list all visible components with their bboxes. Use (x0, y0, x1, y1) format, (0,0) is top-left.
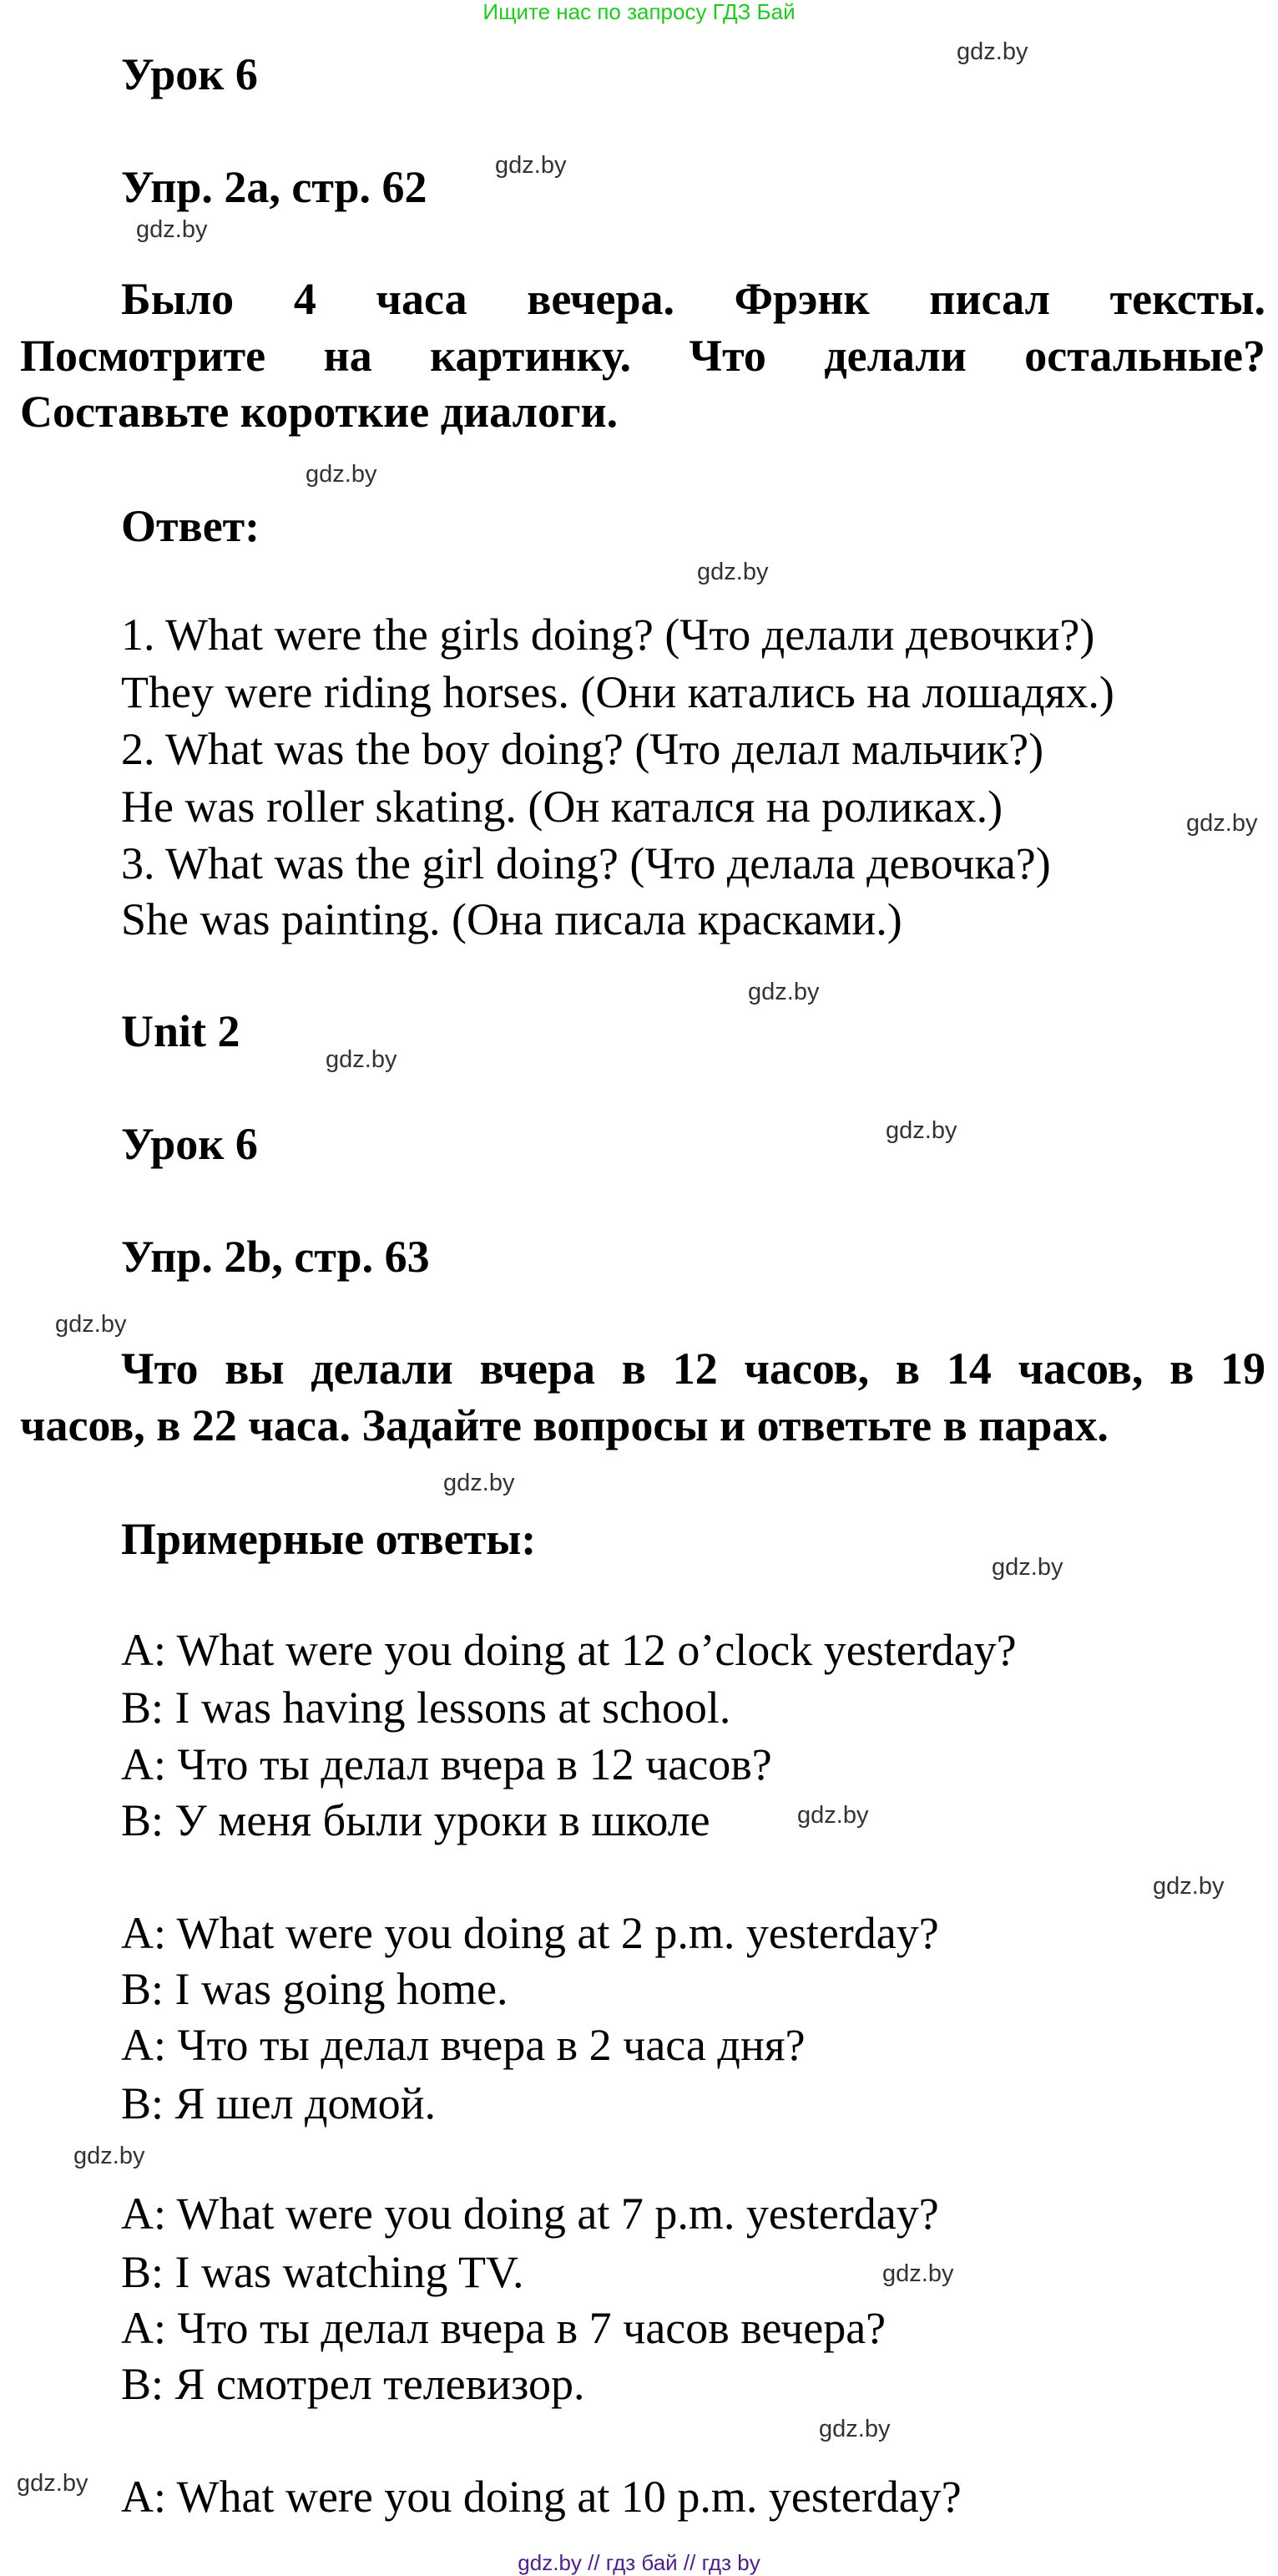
watermark: gdz.by (797, 1802, 869, 1829)
answer-label: Примерные ответы: (121, 1514, 537, 1564)
dialogue-line: A: What were you doing at 10 p.m. yesterday? (121, 2472, 962, 2522)
watermark: gdz.by (73, 2143, 145, 2169)
task-line: Что вы делали вчера в 12 часов, в 14 часов, в 19 (121, 1344, 1265, 1394)
answer-line: They were riding horses. (Они катались на лошадях.) (121, 667, 1114, 717)
watermark: gdz.by (886, 1117, 957, 1144)
answer-line: 1. What were the girls doing? (Что делали девочки?) (121, 610, 1095, 660)
watermark: gdz.by (443, 1470, 515, 1496)
watermark: gdz.by (306, 461, 377, 488)
exercise-heading: Упр. 2b, стр. 63 (121, 1232, 430, 1282)
task-line: Посмотрите на картинку. Что делали остальные? (20, 331, 1265, 381)
answer-line: He was roller skating. (Он катался на роликах.) (121, 782, 1003, 832)
task-line: часов, в 22 часа. Задайте вопросы и ответьте в парах. (20, 1400, 1109, 1450)
watermark: gdz.by (748, 979, 820, 1005)
answer-line: 3. What was the girl doing? (Что делала девочка?) (121, 838, 1051, 888)
watermark: gdz.by (495, 152, 567, 179)
dialogue-line: B: I was watching TV. (121, 2247, 524, 2297)
dialogue-line: A: Что ты делал вчера в 7 часов вечера? (121, 2303, 887, 2353)
task-line: Было 4 часа вечера. Фрэнк писал тексты. (121, 274, 1265, 324)
watermark: gdz.by (326, 1046, 397, 1073)
watermark: gdz.by (697, 559, 769, 585)
lesson-heading: Урок 6 (121, 49, 258, 99)
dialogue-line: A: Что ты делал вчера в 12 часов? (121, 1739, 772, 1789)
watermark: gdz.by (55, 1311, 127, 1338)
watermark: gdz.by (992, 1554, 1063, 1581)
exercise-heading: Упр. 2a, стр. 62 (121, 162, 427, 212)
answer-line: She was painting. (Она писала красками.) (121, 894, 902, 944)
dialogue-line: B: У меня были уроки в школе (121, 1795, 710, 1845)
footer-links[interactable]: gdz.by // гдз бай // гдз by (518, 2550, 760, 2575)
watermark: gdz.by (819, 2416, 891, 2442)
dialogue-line: A: Что ты делал вчера в 2 часа дня? (121, 2020, 806, 2070)
dialogue-line: B: I was going home. (121, 1964, 508, 2014)
task-line: Составьте короткие диалоги. (20, 387, 619, 437)
dialogue-line: B: Я шел домой. (121, 2078, 437, 2128)
answer-line: 2. What was the boy doing? (Что делал мальчик?) (121, 724, 1044, 774)
answer-label: Ответ: (121, 501, 260, 551)
dialogue-line: A: What were you doing at 12 o’clock yesterday? (121, 1625, 1017, 1675)
watermark: gdz.by (17, 2470, 88, 2497)
watermark: gdz.by (882, 2260, 954, 2287)
unit-heading: Unit 2 (121, 1006, 240, 1056)
dialogue-line: B: I was having lessons at school. (121, 1683, 731, 1733)
dialogue-line: A: What were you doing at 2 p.m. yesterday? (121, 1908, 939, 1958)
watermark: gdz.by (136, 216, 208, 243)
dialogue-line: B: Я смотрел телевизор. (121, 2359, 585, 2409)
lesson-heading: Урок 6 (121, 1119, 258, 1169)
watermark: gdz.by (1153, 1873, 1225, 1900)
top-banner[interactable]: Ищите нас по запросу ГДЗ Бай (482, 0, 796, 24)
watermark: gdz.by (1186, 810, 1258, 837)
dialogue-line: A: What were you doing at 7 p.m. yesterday? (121, 2189, 939, 2239)
watermark: gdz.by (957, 38, 1028, 65)
